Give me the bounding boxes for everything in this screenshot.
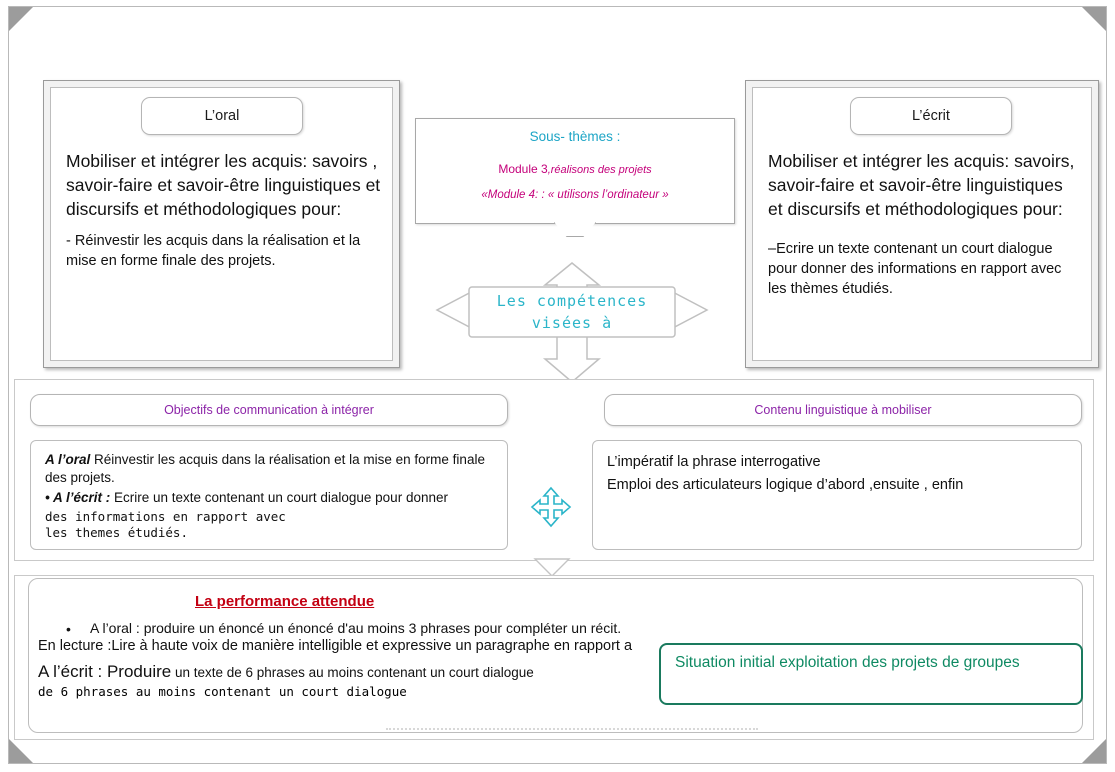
competences-label [472, 291, 672, 335]
competences-label-line2: visées à [531, 313, 613, 332]
content-title-label: Contenu linguistique à mobiliser [754, 403, 932, 417]
oral-body [66, 149, 381, 271]
ecrit-body [768, 149, 1080, 299]
oral-panel [43, 80, 400, 368]
oral-title-plaque [141, 97, 303, 135]
objectives-mono-line-1: des informations en rapport avec [45, 508, 286, 524]
performance-lecture-text: En lecture :Lire à haute voix de manière intelligible et expressive un paragraphe en rapport a [38, 638, 633, 654]
situation-box [659, 643, 1083, 705]
subthemes-title: Sous- thèmes : [529, 129, 621, 144]
ecrit-body-sub: –Ecrire un texte contenant un court dialogue pour donner des informations en rapport avec les thèmes étudiés. [768, 241, 1062, 298]
corner-bottom-left [9, 739, 33, 763]
objectives-ecrit-line [45, 489, 493, 507]
content-line-1: L’impératif la phrase interrogative [607, 454, 821, 470]
oral-body-main: Mobiliser et intégrer les acquis: savoirs , savoir-faire et savoir-être linguistiques et discursifs et méthodologiques pour: [66, 151, 381, 220]
situation-label: Situation initial exploitation des projets de groupes [675, 654, 1020, 671]
performance-bullet-text: A l’oral : produire un énoncé un énoncé d'au moins 3 phrases pour compléter un récit. [90, 620, 622, 636]
content-line-2: Emploi des articulateurs logique d’abord ,ensuite , enfin [607, 477, 964, 494]
corner-top-right [1082, 7, 1106, 31]
dotted-divider [386, 718, 758, 730]
performance-title: La performance attendue [195, 593, 375, 610]
performance-bullet-icon: • [66, 621, 71, 637]
content-box [592, 440, 1082, 550]
objectives-oral-line [45, 451, 493, 487]
objectives-ecrit-label: • A l’écrit : [45, 489, 111, 505]
objectives-box [30, 440, 508, 550]
performance-ecrit-line [38, 662, 534, 682]
subthemes-line-1 [416, 162, 734, 176]
subthemes-box [415, 118, 735, 224]
corner-top-left [9, 7, 33, 31]
oral-title-label: L’oral [204, 108, 240, 124]
four-way-arrow-small-icon [528, 485, 574, 531]
oral-body-sub: - Réinvestir les acquis dans la réalisation et la mise en forme finale des projets. [66, 233, 361, 270]
subthemes-line-2: «Module 4: : « utilisons l’ordinateur » [481, 189, 669, 201]
subthemes-module3-label: Module 3 [498, 162, 548, 176]
competences-arrow-group [397, 255, 747, 395]
objectives-oral-text: Réinvestir les acquis dans la réalisation et la mise en forme finale des projets. [45, 452, 485, 485]
ecrit-title-label: L’écrit [912, 108, 950, 124]
objectives-ecrit-text: Ecrire un texte contenant un court dialogue pour donner [110, 489, 448, 505]
objectives-title-plaque [30, 394, 508, 426]
content-title-plaque [604, 394, 1082, 426]
objectives-mono-line-2: les themes étudiés. [45, 525, 188, 541]
performance-ecrit-mono: de 6 phrases au moins contenant un court dialogue [38, 684, 407, 699]
objectives-title-label: Objectifs de communication à intégrer [164, 403, 374, 417]
corner-bottom-right [1082, 739, 1106, 763]
ecrit-title-plaque [850, 97, 1012, 135]
subthemes-module3-desc: ,réalisons des projets [547, 164, 652, 176]
competences-label-line1: Les compétences [496, 292, 648, 310]
objectives-oral-label: A l’oral [45, 452, 91, 467]
performance-ecrit-rest: un texte de 6 phrases au moins contenant un court dialogue [171, 665, 534, 680]
ecrit-body-main: Mobiliser et intégrer les acquis: savoirs, savoir-faire et savoir-être linguistiques et discursifs et méthodologiques pour: [768, 151, 1075, 220]
performance-ecrit-strong: A l’écrit : Produire [38, 662, 172, 681]
ecrit-panel [745, 80, 1099, 368]
